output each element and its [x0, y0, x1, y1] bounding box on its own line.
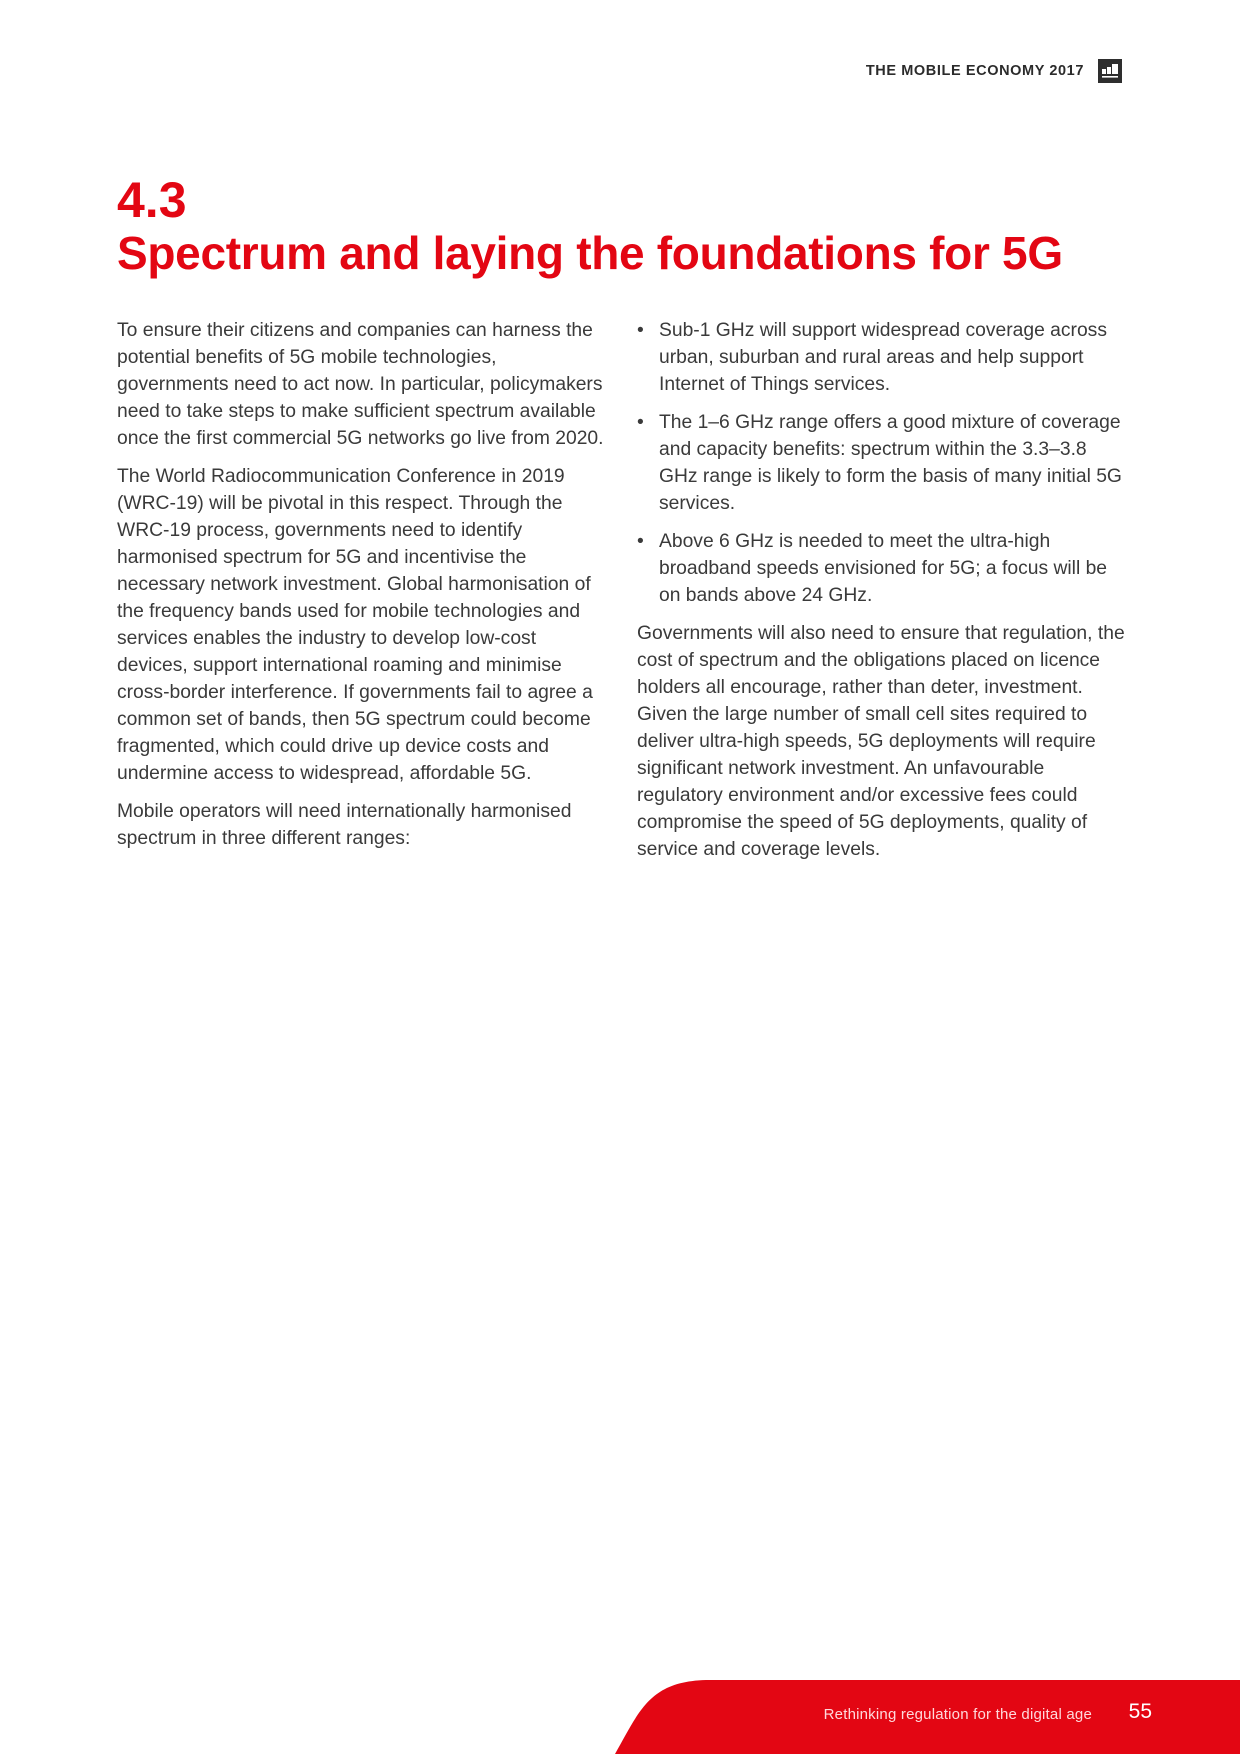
body-paragraph: The World Radiocommunication Conference in 2019 (WRC-19) will be pivotal in this respect. Through the WRC-19 process, governments need to identify harmonised spectrum for 5G and incentivise the necessary network investment. Global harmonisation of the frequency bands used for mobile technologies and services enables the industry to develop low-cost devices, support international roaming and minimise cross-border interference. If governments fail to agree a common set of bands, then 5G spectrum could become fragmented, which could drive up device costs and undermine access to widespread, affordable 5G.	[117, 466, 593, 784]
section-title: Spectrum and laying the foundations for 5G	[117, 227, 1063, 279]
body-paragraph: Mobile operators will need internationally harmonised spectrum in three different ranges:	[117, 801, 572, 849]
section-number: 4.3	[117, 172, 187, 228]
list-item	[637, 409, 1127, 517]
page-number: 55	[1128, 1700, 1152, 1723]
page-header	[866, 59, 1122, 83]
gsma-logo-icon	[1098, 59, 1122, 83]
list-item-text: The 1–6 GHz range offers a good mixture of coverage and capacity benefits: spectrum within the 3.3–3.8 GHz range is likely to form the basis of many initial 5G services.	[659, 412, 1122, 514]
bullet-icon: •	[637, 412, 644, 433]
bullet-icon: •	[637, 320, 644, 341]
right-column	[637, 317, 1127, 874]
spectrum-ranges-list	[637, 317, 1127, 609]
left-column	[117, 317, 605, 863]
body-paragraph: To ensure their citizens and companies can harness the potential benefits of 5G mobile technologies, governments need to act now. In particular, policymakers need to take steps to make sufficient spectrum available once the first commercial 5G networks go live from 2020.	[117, 320, 604, 449]
bullet-icon: •	[637, 531, 644, 552]
list-item-text: Above 6 GHz is needed to meet the ultra-high broadband speeds envisioned for 5G; a focus will be on bands above 24 GHz.	[659, 531, 1108, 606]
list-item-text: Sub-1 GHz will support widespread coverage across urban, suburban and rural areas and help support Internet of Things services.	[659, 320, 1107, 395]
publication-title: THE MOBILE ECONOMY 2017	[865, 63, 1084, 79]
list-item	[637, 528, 1127, 609]
body-paragraph: Governments will also need to ensure that regulation, the cost of spectrum and the obligations placed on licence holders all encourage, rather than deter, investment. Given the large number of small cell sites required to deliver ultra-high speeds, 5G deployments will require significant network investment. An unfavourable regulatory environment and/or excessive fees could compromise the speed of 5G deployments, quality of service and coverage levels.	[637, 623, 1125, 860]
list-item	[637, 317, 1127, 398]
footer-section-label: Rethinking regulation for the digital age	[823, 1706, 1092, 1723]
